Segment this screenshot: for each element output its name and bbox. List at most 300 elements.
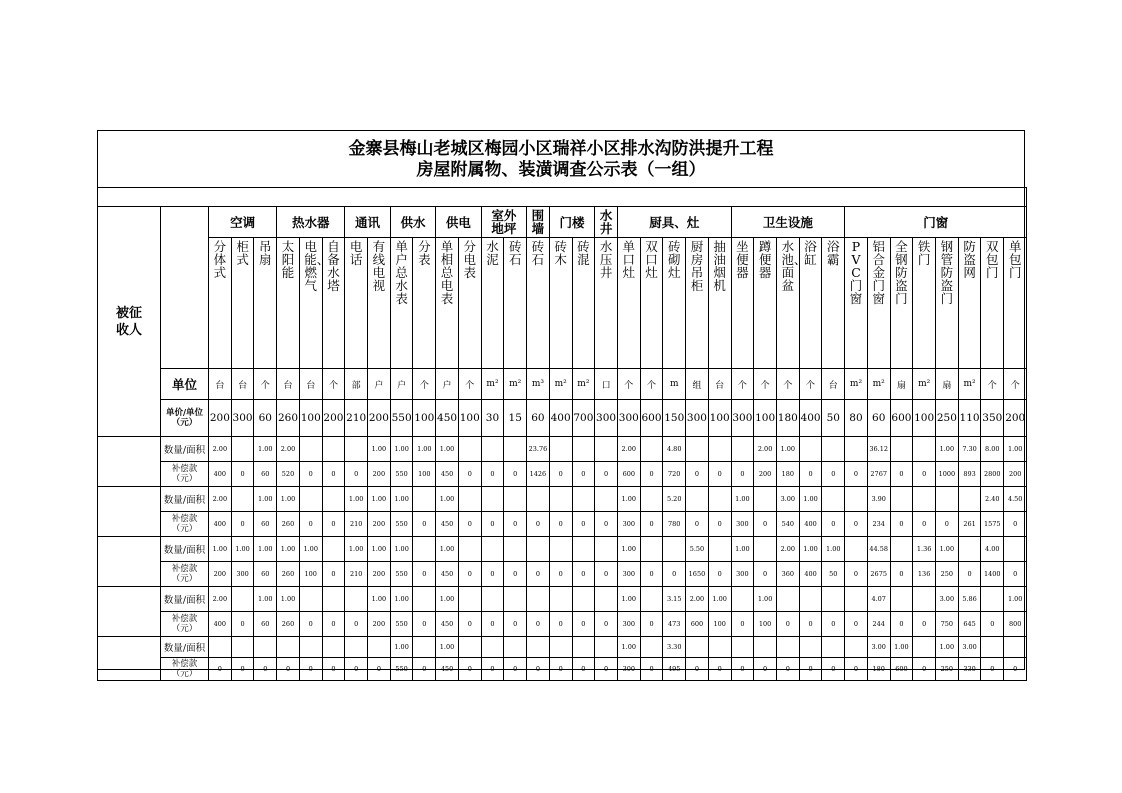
comp-cell: 400 [209,512,232,537]
comp-cell: 210 [345,562,368,587]
qty-cell [640,637,663,658]
item-header [981,238,1004,369]
qty-cell: 1.00 [345,537,368,562]
comp-cell: 0 [549,462,572,487]
comp-cell: 0 [527,658,550,681]
item-label: 铝合金门窗 [872,239,885,306]
price-cell: 15 [504,400,527,437]
comp-cell: 0 [822,658,845,681]
group-header: 室外 地坪 [481,207,526,238]
comp-cell: 0 [368,658,391,681]
unit-cell: m³ [527,369,550,400]
unit-cell: m² [913,369,936,400]
comp-cell: 600 [617,462,640,487]
comp-cell: 1000 [936,462,959,487]
item-label: 双包门 [986,239,999,280]
table-row [98,437,1027,462]
item-label: 自备水塔 [327,239,340,293]
comp-cell: 0 [754,562,777,587]
table-row [98,562,1027,587]
comp-label: 补偿款 （元） [161,612,209,637]
qty-cell [322,637,345,658]
comp-cell: 60 [254,462,277,487]
comp-cell: 473 [663,612,686,637]
comp-cell: 0 [481,612,504,637]
qty-cell [640,487,663,512]
item-header [549,238,572,369]
collector-cell [98,587,161,637]
comp-cell: 550 [390,512,413,537]
comp-cell: 0 [549,612,572,637]
qty-cell [322,437,345,462]
comp-cell: 495 [663,658,686,681]
unit-cell: 个 [322,369,345,400]
group-header: 通讯 [345,207,390,238]
qty-cell: 4.80 [663,437,686,462]
item-header [731,238,754,369]
item-label: 水泥 [486,239,499,267]
comp-cell: 0 [640,512,663,537]
comp-cell: 0 [890,612,913,637]
comp-cell: 0 [708,512,731,537]
qty-cell [731,637,754,658]
comp-cell: 0 [981,612,1004,637]
comp-cell: 893 [958,462,981,487]
unit-cell: 台 [708,369,731,400]
price-cell: 260 [277,400,300,437]
qty-cell [913,487,936,512]
qty-cell [640,437,663,462]
unit-cell: 个 [413,369,436,400]
qty-cell [663,537,686,562]
qty-cell: 1.00 [390,487,413,512]
qty-cell: 3.00 [936,587,959,612]
comp-cell: 0 [754,658,777,681]
item-label: 蹲便器 [758,239,772,280]
item-label: 分表 [418,239,431,267]
comp-cell: 0 [595,512,618,537]
item-header [663,238,686,369]
unit-cell: m² [572,369,595,400]
qty-cell: 1.00 [936,537,959,562]
qty-cell [458,587,481,612]
comp-cell: 0 [413,658,436,681]
price-cell: 100 [708,400,731,437]
item-header [822,238,845,369]
qty-cell: 4.07 [867,587,890,612]
qty-cell [231,487,254,512]
comp-cell: 400 [209,462,232,487]
unit-cell: m² [867,369,890,400]
qty-cell [686,437,709,462]
item-header [481,238,504,369]
qty-cell [1004,637,1027,658]
qty-cell [504,437,527,462]
qty-cell [458,637,481,658]
item-header [776,238,807,369]
comp-cell: 250 [936,562,959,587]
qty-cell: 1.00 [413,437,436,462]
item-header [436,238,459,369]
item-header [299,238,330,369]
qty-label: 数量/面积 [161,437,209,462]
item-label: 电能、燃气 [304,239,330,293]
comp-cell: 0 [958,562,981,587]
qty-cell [913,637,936,658]
price-cell: 300 [231,400,254,437]
qty-cell: 1.00 [1004,587,1027,612]
comp-cell: 0 [231,512,254,537]
comp-cell: 100 [708,612,731,637]
table-row [98,462,1027,487]
qty-cell: 1.00 [890,637,913,658]
unit-cell: 台 [822,369,845,400]
comp-cell: 0 [231,612,254,637]
unit-cell: 个 [254,369,277,400]
comp-cell: 210 [345,512,368,537]
comp-cell: 0 [504,658,527,681]
comp-cell: 2675 [867,562,890,587]
document-title [98,131,1024,188]
item-label: 太阳能 [281,239,295,280]
comp-cell: 450 [436,462,459,487]
group-header: 供电 [436,207,481,238]
qty-cell: 4.00 [981,537,1004,562]
table-row [98,637,1027,658]
qty-cell [413,537,436,562]
item-label: 单相总电表 [440,239,454,306]
qty-cell [708,637,731,658]
qty-cell: 1.00 [799,487,822,512]
unit-cell: 台 [277,369,300,400]
comp-cell: 780 [663,512,686,537]
comp-cell: 200 [754,462,777,487]
comp-cell: 0 [640,658,663,681]
qty-cell: 5.50 [686,537,709,562]
comp-cell: 0 [822,462,845,487]
price-cell: 100 [913,400,936,437]
qty-cell [936,487,959,512]
price-cell: 550 [390,400,413,437]
table-row [98,587,1027,612]
qty-cell [754,637,777,658]
qty-cell [754,537,777,562]
qty-cell: 1.00 [368,587,391,612]
comp-label: 补偿款 （元） [161,462,209,487]
comp-cell: 244 [867,612,890,637]
qty-cell [527,637,550,658]
unit-cell: m² [549,369,572,400]
item-header [345,238,368,369]
comp-cell: 200 [209,562,232,587]
qty-cell: 3.15 [663,587,686,612]
item-header [504,238,527,369]
qty-cell [708,487,731,512]
qty-cell [799,637,822,658]
item-label: 钢管防盗门 [940,239,954,306]
comp-cell: 0 [686,462,709,487]
qty-cell [845,587,868,612]
comp-cell: 1575 [981,512,1004,537]
qty-cell [595,637,618,658]
comp-cell: 0 [686,658,709,681]
comp-cell: 400 [209,612,232,637]
comp-cell: 1650 [686,562,709,587]
price-cell: 600 [890,400,913,437]
item-header [890,238,913,369]
comp-cell: 0 [776,658,799,681]
item-label: 厨房吊柜 [690,239,704,293]
price-cell: 300 [686,400,709,437]
comp-cell: 0 [572,658,595,681]
qty-cell [481,587,504,612]
qty-cell [890,537,913,562]
item-label: 有线电视 [372,239,386,293]
item-label: 铁门 [917,239,931,267]
item-label: 浴霸 [827,239,840,267]
comp-cell: 0 [481,512,504,537]
qty-cell [254,637,277,658]
price-cell: 400 [799,400,822,437]
comp-cell: 0 [231,658,254,681]
item-label: 抽油烟机 [713,239,726,293]
comp-cell: 0 [890,512,913,537]
comp-cell: 200 [368,462,391,487]
table-row [98,512,1027,537]
qty-cell [822,587,845,612]
price-cell: 350 [981,400,1004,437]
qty-cell [322,587,345,612]
item-header [708,238,731,369]
qty-cell: 1.00 [299,537,322,562]
comp-cell: 0 [799,658,822,681]
qty-cell [822,637,845,658]
qty-cell [981,637,1004,658]
price-cell: 200 [209,400,232,437]
qty-cell [481,437,504,462]
collector-cell [98,537,161,587]
comp-cell: 260 [277,512,300,537]
item-header [1004,238,1027,369]
qty-cell: 2.00 [209,437,232,462]
qty-cell [345,437,368,462]
item-header [867,238,890,369]
group-header: 围墙 [527,207,550,238]
qty-cell: 1.00 [708,587,731,612]
item-label: 水池、面盆 [781,239,807,293]
comp-cell: 0 [549,562,572,587]
qty-cell [299,437,322,462]
qty-cell [776,587,799,612]
comp-cell: 0 [731,462,754,487]
qty-cell: 1.00 [617,487,640,512]
comp-cell: 0 [913,462,936,487]
item-header [458,238,481,369]
comp-cell: 0 [890,462,913,487]
table-row [98,537,1027,562]
comp-label: 补偿款 （元） [161,658,209,681]
comp-cell: 645 [958,612,981,637]
item-header [845,238,868,369]
comp-cell: 300 [617,612,640,637]
qty-cell: 7.30 [958,437,981,462]
unit-cell: 个 [981,369,1004,400]
unit-cell: m² [958,369,981,400]
comp-cell: 0 [799,462,822,487]
project-header [161,207,209,369]
item-label: 砖石 [508,239,522,267]
item-label: 砖砌灶 [667,239,681,280]
price-cell: 400 [549,400,572,437]
notice-sheet [97,130,1026,679]
qty-cell: 1.00 [277,537,300,562]
comp-cell: 0 [845,658,868,681]
qty-cell: 1.00 [436,587,459,612]
comp-cell: 600 [686,612,709,637]
item-label: 吊扇 [259,239,272,267]
qty-cell [958,487,981,512]
unit-cell: 户 [436,369,459,400]
comp-cell: 0 [481,562,504,587]
qty-cell: 1.00 [254,537,277,562]
qty-cell [527,487,550,512]
comp-cell: 450 [436,658,459,681]
qty-cell: 2.00 [209,587,232,612]
qty-cell [345,587,368,612]
item-header [595,238,618,369]
qty-cell [799,437,822,462]
comp-cell: 0 [776,612,799,637]
qty-cell [686,637,709,658]
item-label: 防盗网 [963,239,976,280]
comp-cell: 0 [413,612,436,637]
price-cell: 60 [527,400,550,437]
comp-cell: 0 [322,612,345,637]
qty-cell: 5.20 [663,487,686,512]
comp-cell: 0 [299,658,322,681]
qty-cell: 1.00 [390,537,413,562]
item-label: 分电表 [463,239,477,280]
price-cell: 450 [436,400,459,437]
qty-cell: 1.00 [436,437,459,462]
qty-cell [572,437,595,462]
qty-cell: 36.12 [867,437,890,462]
item-label: 砖木 [554,239,567,267]
item-label: 水压井 [599,239,613,280]
comp-cell: 0 [322,512,345,537]
comp-cell: 0 [572,512,595,537]
comp-cell: 540 [776,512,799,537]
comp-cell: 0 [890,562,913,587]
item-header [640,238,663,369]
item-header [572,238,595,369]
item-label: 砖石 [531,239,545,267]
qty-cell [845,637,868,658]
comp-cell: 400 [799,562,822,587]
qty-cell [890,487,913,512]
comp-cell: 0 [322,562,345,587]
comp-cell: 0 [527,512,550,537]
qty-cell [299,487,322,512]
qty-cell: 2.00 [209,487,232,512]
comp-cell: 0 [527,612,550,637]
qty-cell [799,587,822,612]
qty-cell: 4.50 [1004,487,1027,512]
comp-cell: 1426 [527,462,550,487]
item-header [209,238,232,369]
comp-cell: 450 [436,612,459,637]
comp-cell: 0 [708,462,731,487]
comp-cell: 200 [368,512,391,537]
qty-cell [322,537,345,562]
qty-cell [1004,537,1027,562]
title-line-1: 金寨县梅山老城区梅园小区瑞祥小区排水沟防洪提升工程 [348,139,774,159]
unit-cell: m² [504,369,527,400]
price-cell: 100 [754,400,777,437]
comp-cell: 0 [345,612,368,637]
qty-cell [708,537,731,562]
qty-cell [981,587,1004,612]
comp-cell: 600 [890,658,913,681]
comp-cell: 60 [254,512,277,537]
comp-cell: 0 [572,612,595,637]
qty-cell: 1.36 [913,537,936,562]
unit-cell: 台 [209,369,232,400]
qty-cell [845,437,868,462]
qty-cell: 1.00 [731,537,754,562]
comp-cell: 0 [822,612,845,637]
section-header [98,188,1027,207]
unit-cell: 户 [368,369,391,400]
item-header [231,238,254,369]
comp-cell: 0 [913,512,936,537]
comp-cell: 0 [845,462,868,487]
comp-cell: 0 [640,462,663,487]
comp-cell: 136 [913,562,936,587]
unit-cell: 个 [458,369,481,400]
qty-cell [209,637,232,658]
price-cell: 210 [345,400,368,437]
qty-cell: 1.00 [731,487,754,512]
comp-cell: 0 [413,512,436,537]
item-label: 单户总水表 [395,239,408,306]
group-header: 热水器 [277,207,345,238]
unit-cell: m² [845,369,868,400]
comp-cell: 360 [776,562,799,587]
qty-cell: 1.00 [799,537,822,562]
qty-cell [845,487,868,512]
unit-cell: 个 [799,369,822,400]
qty-cell: 3.00 [958,637,981,658]
qty-cell: 1.00 [436,487,459,512]
qty-cell: 1.00 [390,637,413,658]
comp-cell: 0 [572,462,595,487]
comp-cell: 2767 [867,462,890,487]
qty-cell: 2.00 [277,437,300,462]
comp-cell: 0 [504,462,527,487]
comp-cell: 300 [731,512,754,537]
comp-cell: 0 [504,562,527,587]
collector-cell [98,437,161,487]
price-cell: 200 [368,400,391,437]
comp-cell: 750 [936,612,959,637]
comp-cell: 0 [504,612,527,637]
item-header [958,238,981,369]
qty-cell [458,537,481,562]
qty-cell [572,587,595,612]
comp-cell: 100 [299,562,322,587]
collector-cell [98,637,161,681]
